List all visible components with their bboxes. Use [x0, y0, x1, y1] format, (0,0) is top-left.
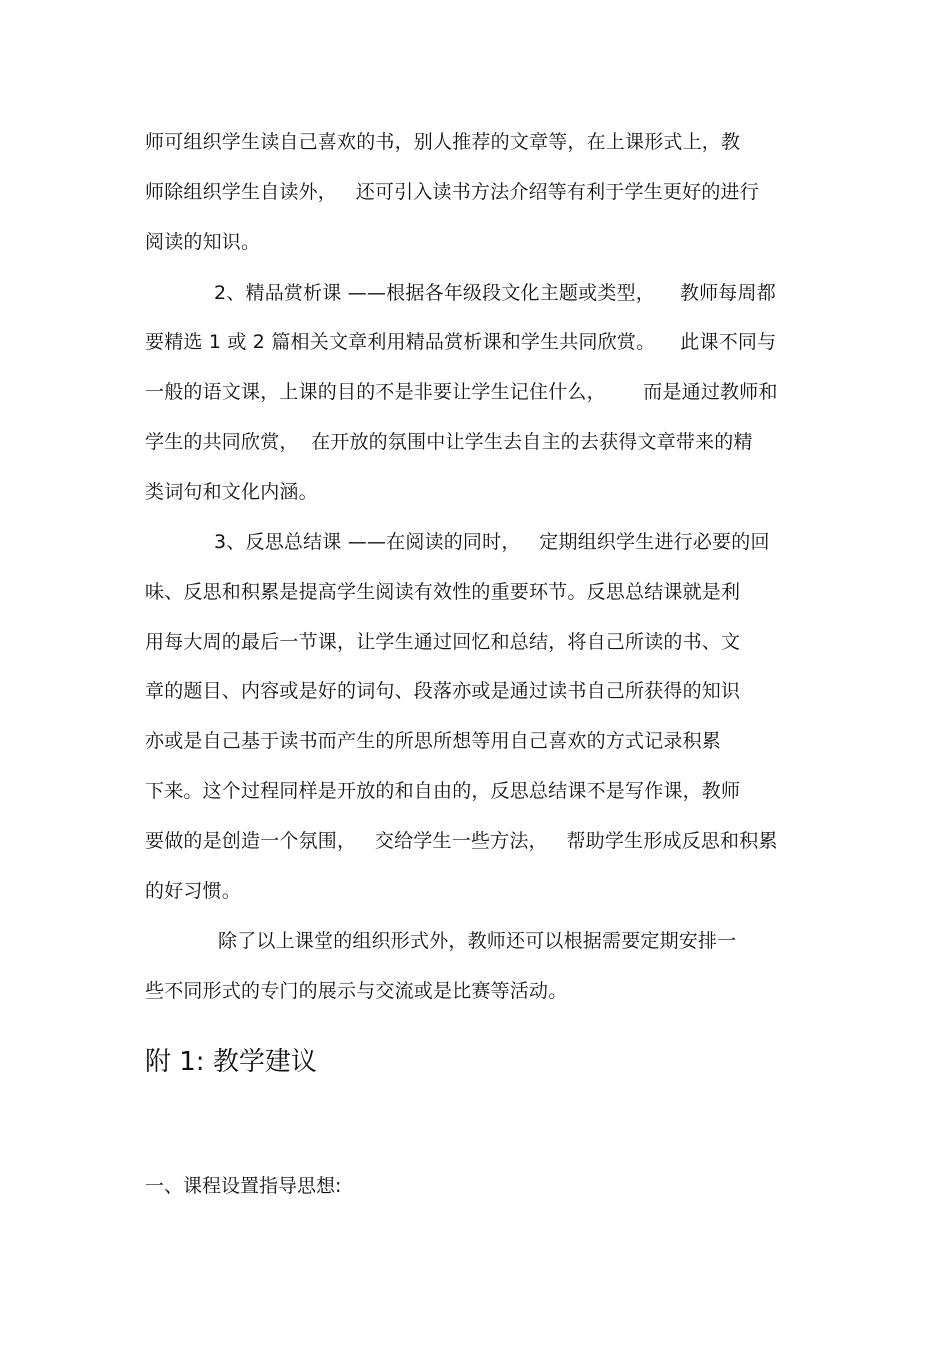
paragraph3-line-3: 用每大周的最后一节课，让学生通过回忆和总结，将自己所读的书、文	[145, 631, 741, 653]
paragraph2-line-4: 学生的共同欣赏， 在开放的氛围中让学生去自主的去获得文章带来的精	[145, 431, 753, 453]
paragraph4-line-1: 除了以上课堂的组织形式外，教师还可以根据需要定期安排一	[218, 930, 737, 952]
paragraph3-line-2: 味、反思和积累是提高学生阅读有效性的重要环节。反思总结课就是利	[145, 581, 741, 603]
paragraph4-line-2: 些不同形式的专门的展示与交流或是比赛等活动。	[145, 980, 568, 1002]
paragraph2-line-5: 类词句和文化内涵。	[145, 481, 318, 503]
paragraph3-line-7: 要做的是创造一个氛围， 交给学生一些方法， 帮助学生形成反思和积累	[145, 830, 778, 852]
section-title: 一、课程设置指导思想:	[145, 1175, 342, 1197]
paragraph3-line-5: 亦或是自己基于读书而产生的所思所想等用自己喜欢的方式记录积累	[145, 730, 722, 752]
paragraph2-line-3: 一般的语文课，上课的目的不是非要让学生记住什么， 而是通过教师和	[145, 381, 778, 403]
paragraph2-line-1: 2、精品赏析课 ——根据各年级段文化主题或类型， 教师每周都	[214, 282, 776, 304]
paragraph3-line-6: 下来。这个过程同样是开放的和自由的，反思总结课不是写作课，教师	[145, 780, 741, 802]
paragraph3-line-1: 3、反思总结课 ——在阅读的同时， 定期组织学生进行必要的回	[214, 531, 770, 553]
paragraph1-line-2: 师除组织学生自读外， 还可引入读书方法介绍等有利于学生更好的进行	[145, 181, 759, 203]
paragraph1-line-1: 师可组织学生读自己喜欢的书，别人推荐的文章等，在上课形式上，教	[145, 131, 741, 153]
paragraph3-line-4: 章的题目、内容或是好的词句、段落亦或是通过读书自己所获得的知识	[145, 680, 741, 702]
appendix-title: 附 1: 教学建议	[145, 1047, 317, 1077]
paragraph1-line-3: 阅读的知识。	[145, 231, 261, 253]
paragraph3-line-8: 的好习惯。	[145, 880, 242, 902]
paragraph2-line-2: 要精选 1 或 2 篇相关文章利用精品赏析课和学生共同欣赏。 此课不同与	[145, 331, 777, 353]
